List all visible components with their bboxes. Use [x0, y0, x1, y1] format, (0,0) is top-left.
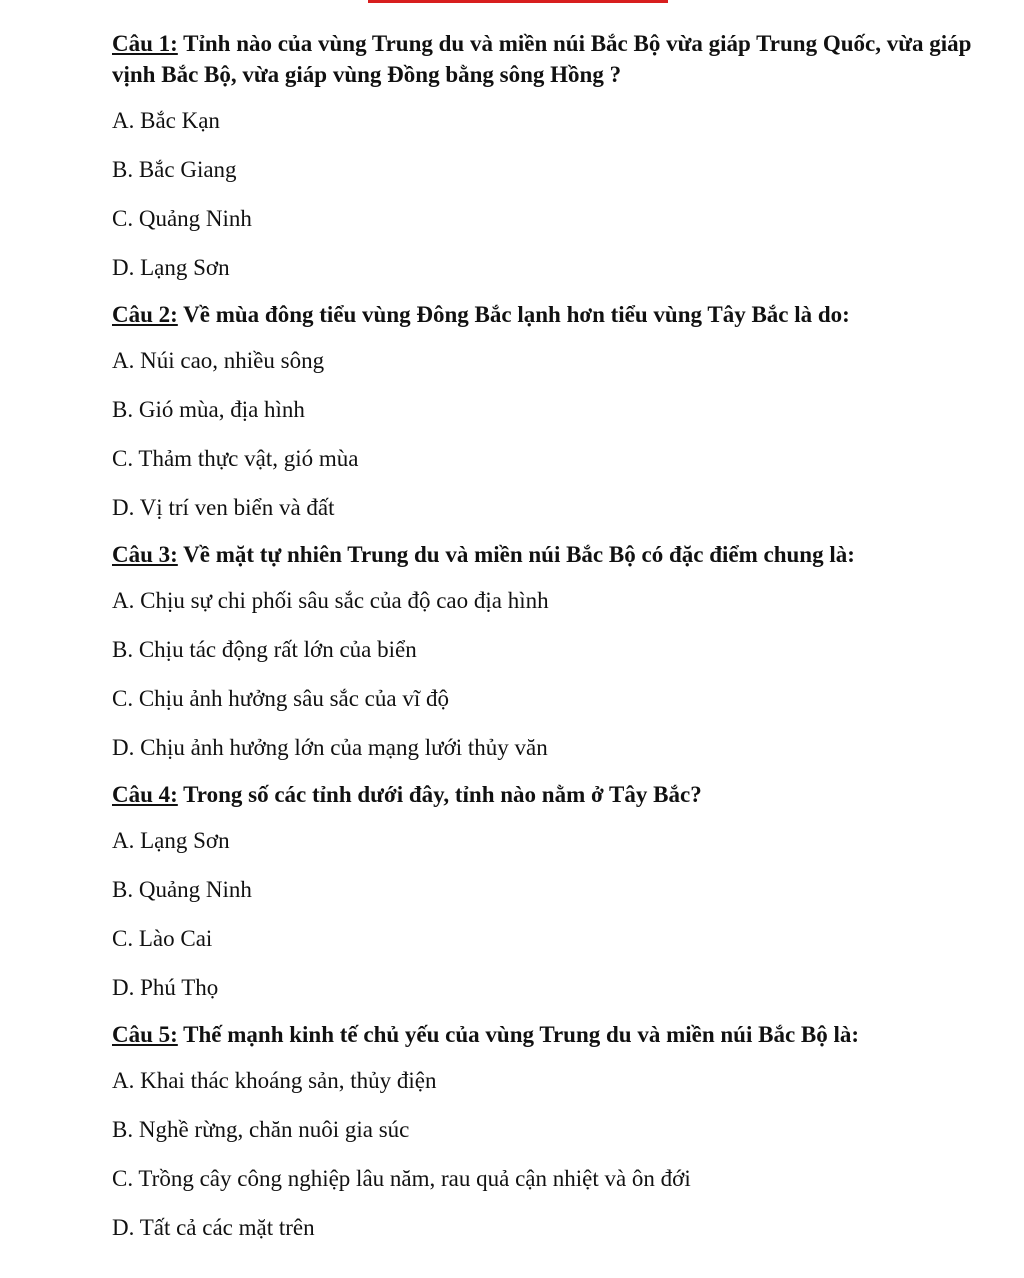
answer-option: B. Nghề rừng, chăn nuôi gia súc	[112, 1117, 410, 1142]
question-block	[112, 299, 972, 523]
answer-option: D. Phú Thọ	[112, 975, 219, 1000]
question-label: Câu 2:	[112, 302, 178, 327]
question-label: Câu 4:	[112, 782, 178, 807]
question-stem	[112, 779, 972, 810]
answer-option: B. Gió mùa, địa hình	[112, 397, 305, 422]
answer-option: D. Tất cả các mặt trên	[112, 1215, 315, 1240]
answer-option: C. Thảm thực vật, gió mùa	[112, 446, 359, 471]
answer-option: A. Khai thác khoáng sản, thủy điện	[112, 1068, 437, 1093]
question-text: Thế mạnh kinh tế chủ yếu của vùng Trung du và miền núi Bắc Bộ là:	[183, 1022, 860, 1047]
question-label: Câu 1:	[112, 31, 178, 56]
answer-option: B. Quảng Ninh	[112, 877, 252, 902]
question-text: Về mùa đông tiểu vùng Đông Bắc lạnh hơn tiểu vùng Tây Bắc là do:	[183, 302, 850, 327]
answer-option: C. Lào Cai	[112, 926, 213, 951]
question-text: Trong số các tỉnh dưới đây, tỉnh nào nằm ở Tây Bắc?	[183, 782, 702, 807]
question-block	[112, 28, 972, 283]
answer-option: C. Trồng cây công nghiệp lâu năm, rau quả cận nhiệt và ôn đới	[112, 1166, 691, 1191]
top-red-rule	[368, 0, 668, 3]
answer-option: A. Núi cao, nhiều sông	[112, 348, 325, 373]
question-label: Câu 5:	[112, 1022, 178, 1047]
question-block	[112, 539, 972, 763]
answer-option: A. Bắc Kạn	[112, 108, 220, 133]
answer-option: B. Chịu tác động rất lớn của biển	[112, 637, 417, 662]
quiz-document	[112, 28, 972, 1259]
question-stem	[112, 299, 972, 330]
answer-option: D. Lạng Sơn	[112, 255, 230, 280]
question-block	[112, 779, 972, 1003]
answer-option: C. Chịu ảnh hưởng sâu sắc của vĩ độ	[112, 686, 449, 711]
question-text: Về mặt tự nhiên Trung du và miền núi Bắc Bộ có đặc điểm chung là:	[183, 542, 855, 567]
question-stem	[112, 539, 972, 570]
answer-option: A. Chịu sự chi phối sâu sắc của độ cao địa hình	[112, 588, 549, 613]
answer-option: C. Quảng Ninh	[112, 206, 252, 231]
answer-option: B. Bắc Giang	[112, 157, 237, 182]
question-label: Câu 3:	[112, 542, 178, 567]
answer-option: D. Vị trí ven biển và đất	[112, 495, 335, 520]
answer-option: A. Lạng Sơn	[112, 828, 230, 853]
answer-option: D. Chịu ảnh hưởng lớn của mạng lưới thủy văn	[112, 735, 548, 760]
question-stem	[112, 28, 972, 90]
question-block	[112, 1019, 972, 1243]
question-stem	[112, 1019, 972, 1050]
question-text: Tỉnh nào của vùng Trung du và miền núi Bắc Bộ vừa giáp Trung Quốc, vừa giáp vịnh Bắc Bộ, vừa giáp vùng Đồng bằng sông Hồng ?	[112, 31, 972, 87]
